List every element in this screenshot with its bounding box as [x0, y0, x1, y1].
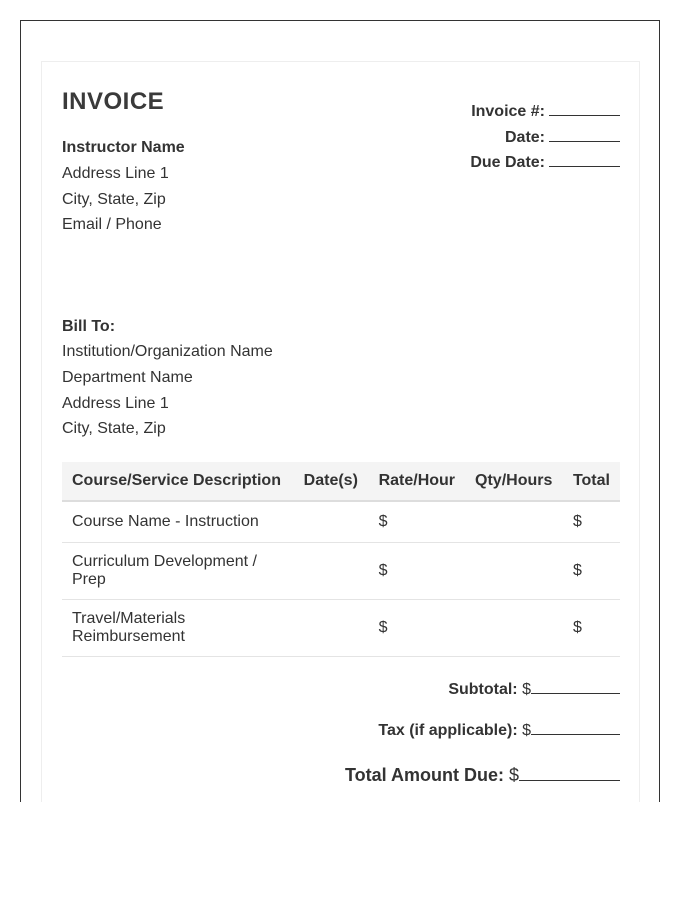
header-qty: Qty/Hours: [465, 462, 563, 501]
row-description: Travel/Materials Reimbursement: [62, 600, 294, 657]
row-total: $: [563, 501, 620, 543]
row-rate: $: [369, 600, 465, 657]
bill-to-address-line1: Address Line 1: [62, 395, 169, 412]
tax-label: Tax (if applicable):: [378, 722, 518, 739]
header-description: Course/Service Description: [62, 462, 294, 501]
bill-to-city-state-zip: City, State, Zip: [62, 420, 166, 437]
row-description: Curriculum Development / Prep: [62, 543, 294, 600]
bill-to-label: Bill To:: [62, 318, 116, 335]
invoice-date-label: Date:: [504, 129, 545, 146]
table-header-row: [62, 462, 620, 501]
tax-currency: $: [522, 722, 531, 739]
row-rate: $: [369, 501, 465, 543]
header-dates: Date(s): [294, 462, 369, 501]
row-dates: [294, 543, 369, 600]
table-row: [62, 600, 620, 657]
invoice-number-blank: [549, 101, 620, 116]
subtotal-label: Subtotal:: [448, 681, 518, 698]
row-qty: [465, 501, 563, 543]
row-total: $: [563, 543, 620, 600]
total-due-label: Total Amount Due:: [344, 765, 504, 785]
row-dates: [294, 501, 369, 543]
total-due-currency: $: [508, 765, 519, 785]
tax-blank: [531, 720, 620, 735]
instructor-city-state-zip: City, State, Zip: [62, 191, 166, 208]
invoice-number-label: Invoice #:: [471, 103, 545, 120]
instructor-address-line1: Address Line 1: [62, 165, 169, 182]
row-qty: [465, 600, 563, 657]
subtotal-blank: [531, 679, 620, 694]
subtotal-field: [448, 679, 620, 699]
row-description: Course Name - Instruction: [62, 501, 294, 543]
bill-to-organization: Institution/Organization Name: [62, 343, 273, 360]
header-total: Total: [563, 462, 620, 501]
instructor-name: Instructor Name: [62, 139, 185, 156]
total-due-blank: [519, 764, 620, 781]
total-due-field: [345, 764, 620, 786]
invoice-number-field: [471, 101, 620, 121]
due-date-label: Due Date:: [470, 154, 545, 171]
invoice-title: INVOICE: [62, 88, 165, 115]
instructor-contact: Email / Phone: [62, 216, 162, 233]
table-row: [62, 543, 620, 600]
due-date-field: [470, 152, 620, 172]
row-total: $: [563, 600, 620, 657]
line-items-table: [62, 462, 620, 657]
tax-field: [378, 720, 620, 740]
due-date-blank: [549, 152, 620, 167]
row-rate: $: [369, 543, 465, 600]
header-rate: Rate/Hour: [369, 462, 465, 501]
subtotal-currency: $: [522, 681, 531, 698]
row-qty: [465, 543, 563, 600]
row-dates: [294, 600, 369, 657]
bill-to-department: Department Name: [62, 369, 193, 386]
invoice-date-blank: [549, 127, 620, 142]
invoice-date-field: [505, 127, 620, 147]
table-row: [62, 501, 620, 543]
